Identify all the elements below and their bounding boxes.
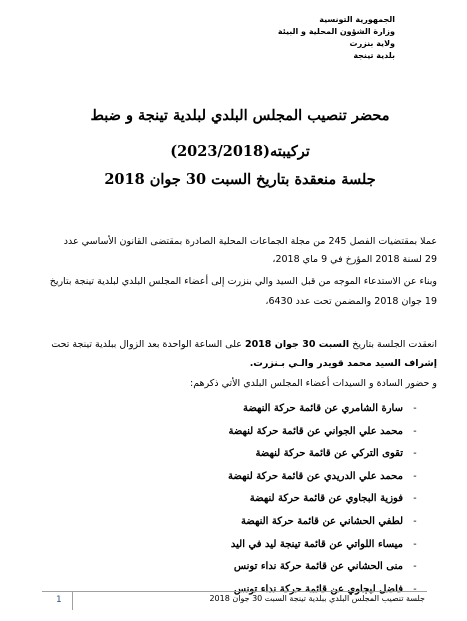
member-name: محمد علي الدريدي عن قائمة حركة لنهضة xyxy=(228,470,403,482)
list-item xyxy=(127,402,427,425)
intro-paragraph-2-line-1: وبناء عن الاستدعاء الموجه من قبل السيد والي بنزرت إلى أعضاء المجلس البلدي لبلدية تينجة بتاريخ xyxy=(49,276,437,287)
title-line-3: جلسة منعقدة بتاريخ السبت 30 جوان 2018 xyxy=(104,171,376,188)
session-line-1-end: على الساعة الواحدة بعد الزوال ببلدية تينجة تحت xyxy=(51,339,242,350)
bullet-dash: - xyxy=(413,561,417,573)
bullet-dash: - xyxy=(413,470,417,482)
member-name: فوزية البجاوي عن قائمة حركة لنهضة xyxy=(249,493,403,505)
member-name: ميساء اللواتي عن قائمة تينجة ليد في اليد xyxy=(230,538,403,550)
list-item xyxy=(127,492,427,515)
member-name: منى الحشاني عن قائمة حركة نداء تونس xyxy=(233,561,403,573)
session-line-1 xyxy=(27,339,437,351)
footer-separator xyxy=(72,592,73,610)
letterhead-line: الجمهورية التونسية xyxy=(319,15,395,24)
letterhead-line: ولاية بنزرت xyxy=(349,39,395,48)
bullet-dash: - xyxy=(413,493,417,505)
list-item xyxy=(127,447,427,470)
page-number: 1 xyxy=(56,595,62,605)
letterhead-line: بلدية تينجة xyxy=(353,51,395,60)
bullet-dash: - xyxy=(413,515,417,527)
intro-paragraph-1-line-1: عملا بمقتضيات الفصل 245 من مجلة الجماعات المحلية الصادرة بمقتضى القانون الأساسي عدد xyxy=(63,236,437,247)
list-item xyxy=(127,538,427,561)
bullet-dash: - xyxy=(413,583,417,595)
list-item xyxy=(127,470,427,493)
member-name: محمد علي الجواني عن قائمة حركة لنهضة xyxy=(228,425,403,437)
bullet-dash: - xyxy=(413,448,417,460)
session-line-3: و حضور السادة و السيدات أعضاء المجلس البلدي الأتي ذكرهم: xyxy=(190,378,437,389)
footer-divider xyxy=(42,591,427,592)
list-item xyxy=(127,560,427,583)
title-line-2: تركيبته(2023/2018) xyxy=(170,143,310,160)
intro-paragraph-2-line-2: 19 جوان 2018 والمضمن تحت عدد 6430، xyxy=(265,296,437,307)
session-date: السبت 30 جوان 2018 xyxy=(244,339,350,350)
letterhead xyxy=(278,14,395,62)
footer-text: جلسة تنصيب المجلس البلدي ببلدية تينجة السبت 30 جوان 2018 xyxy=(209,594,425,603)
member-name: فاضل لبجاوي عن قائمة حركة نداء تونس xyxy=(233,583,403,595)
bullet-dash: - xyxy=(413,425,417,437)
letterhead-line: وزارة الشؤون المحلية و البيئة xyxy=(277,27,395,36)
bullet-dash: - xyxy=(413,538,417,550)
bullet-dash: - xyxy=(413,403,417,414)
title-line-1: محضر تنصيب المجلس البلدي لبلدية تينجة و ضبط xyxy=(90,107,390,124)
members-list xyxy=(127,402,427,605)
list-item xyxy=(127,515,427,538)
intro-paragraph-1-line-2: 29 لسنة 2018 المؤرخ في 9 ماي 2018، xyxy=(272,254,437,265)
list-item xyxy=(127,425,427,448)
session-line-2: إشراف السيد محمد قويدر والـي بـنزرت. xyxy=(249,358,437,369)
member-name: لطفي الحشاني عن قائمة حركة النهضة xyxy=(240,515,403,527)
session-line-1-start: انعقدت الجلسة بتاريخ xyxy=(352,339,437,350)
member-name: تقوى التركي عن قائمة حركة لنهضة xyxy=(255,448,403,460)
member-name: سارة الشامري عن قائمة حركة النهضة xyxy=(242,403,403,414)
